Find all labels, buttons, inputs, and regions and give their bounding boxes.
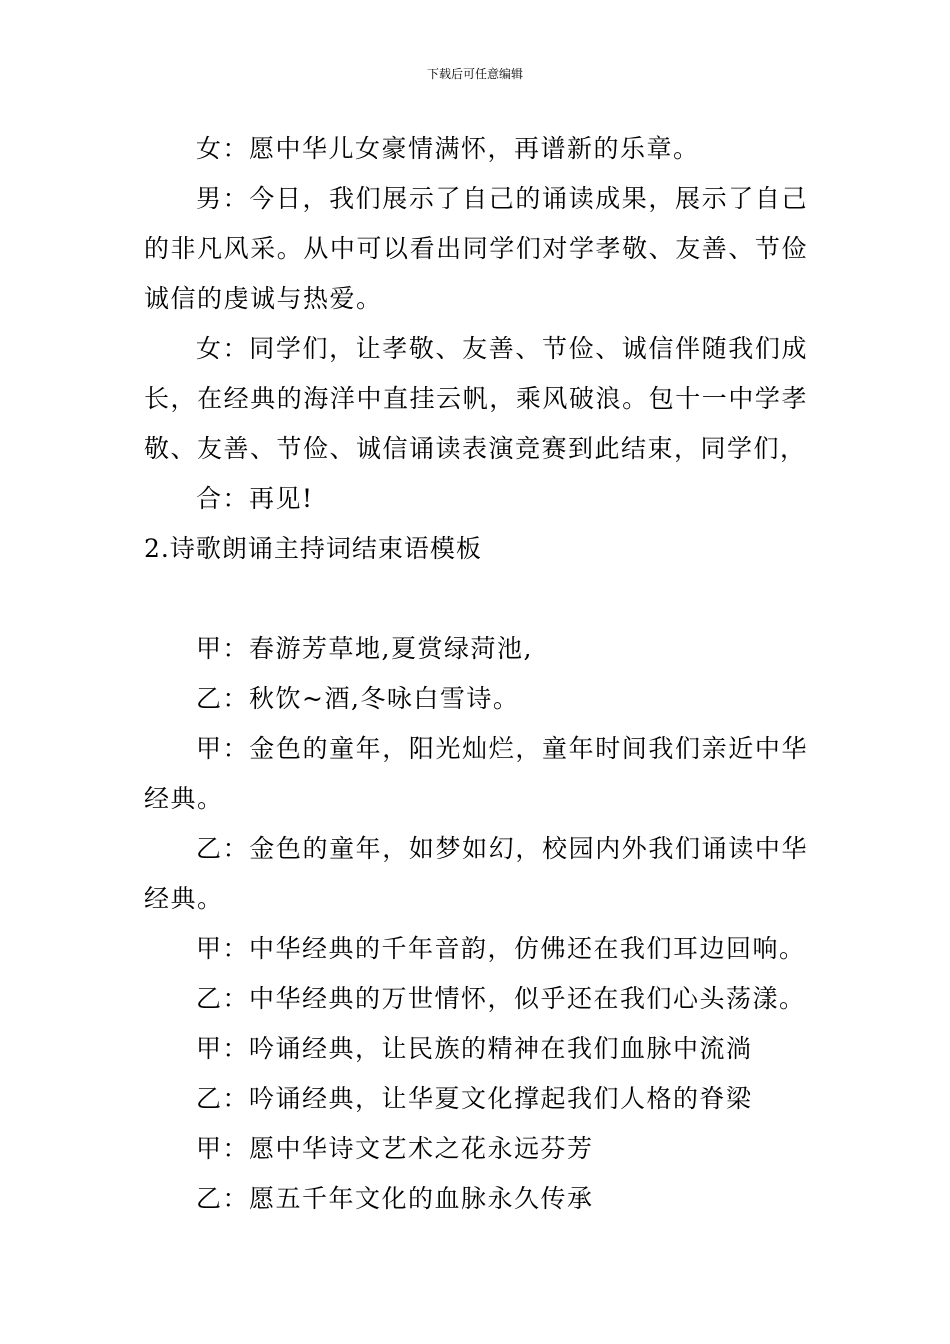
paragraph: 乙：吟诵经典，让华夏文化撑起我们人格的脊梁	[196, 1084, 753, 1113]
paragraph: 合：再见!	[196, 484, 314, 513]
paragraph: 乙：秋饮~酒,冬咏白雪诗。	[196, 684, 520, 713]
paragraph: 男：今日，我们展示了自己的诵读成果，展示了自己的非凡风采。从中可以看出同学们对学孝敬、友善、节俭诚信的虔诚与热爱。	[144, 184, 808, 313]
paragraph: 女：同学们，让孝敬、友善、节俭、诚信伴随我们成长，在经典的海洋中直挂云帆，乘风破浪。包十一中学孝敬、友善、节俭、诚信诵读表演竞赛到此结束，同学们，	[144, 334, 808, 463]
paragraph: 甲：吟诵经典，让民族的精神在我们血脉中流淌	[196, 1034, 753, 1063]
document-body	[144, 124, 808, 1224]
section-heading: 2.诗歌朗诵主持词结束语模板	[144, 534, 482, 563]
paragraph: 甲：金色的童年，阳光灿烂，童年时间我们亲近中华经典。	[144, 734, 808, 813]
blank-line	[144, 574, 808, 624]
paragraph: 乙：金色的童年，如梦如幻，校园内外我们诵读中华经典。	[144, 834, 808, 913]
page-header-note: 下载后可任意编辑	[426, 67, 523, 81]
paragraph: 甲：中华经典的千年音韵，仿佛还在我们耳边回响。	[196, 934, 806, 963]
paragraph: 甲：愿中华诗文艺术之花永远芬芳	[196, 1134, 594, 1163]
paragraph: 甲：春游芳草地,夏赏绿菏池,	[196, 634, 533, 663]
paragraph: 乙：愿五千年文化的血脉永久传承	[196, 1184, 594, 1213]
paragraph: 乙：中华经典的万世情怀，似乎还在我们心头荡漾。	[196, 984, 806, 1013]
paragraph: 女：愿中华儿女豪情满怀，再谱新的乐章。	[196, 134, 700, 163]
